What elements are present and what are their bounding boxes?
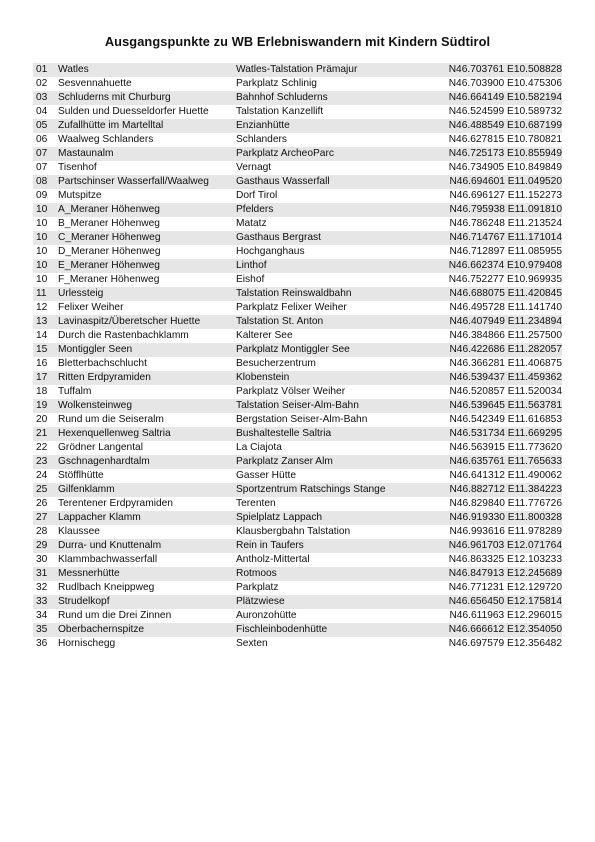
row-number: 33 [36, 596, 48, 607]
row-number: 08 [36, 176, 48, 187]
route-name: Watles [58, 64, 89, 75]
coordinates: N46.641312 E11.490062 [449, 470, 562, 481]
table-row [33, 553, 562, 567]
row-number: 36 [36, 638, 48, 649]
table-row [33, 273, 562, 287]
row-number: 21 [36, 428, 48, 439]
row-number: 02 [36, 78, 48, 89]
route-name: Klaussee [58, 526, 100, 537]
starting-point: Bushaltestelle Saltria [236, 428, 332, 439]
coordinates: N46.666612 E12.354050 [448, 624, 562, 635]
starting-point: Bergstation Seiser-Alm-Bahn [236, 414, 368, 425]
table-row [33, 539, 562, 553]
starting-point: Sexten [236, 638, 268, 649]
table-row [33, 497, 562, 511]
route-name: Tisenhof [58, 162, 97, 173]
coordinates: N46.664149 E10.582194 [448, 92, 562, 103]
coordinates: N46.847913 E12.245689 [448, 568, 562, 579]
coordinates: N46.829840 E11.776726 [449, 498, 562, 509]
route-name: Sulden und Duesseldorfer Huette [58, 106, 209, 117]
table-row [33, 385, 562, 399]
table-row [33, 595, 562, 609]
route-name: Gschnagenhardtalm [58, 456, 150, 467]
table-row [33, 343, 562, 357]
coordinates: N46.694601 E11.049520 [449, 176, 562, 187]
table-row [33, 567, 562, 581]
row-number: 35 [36, 624, 48, 635]
starting-point: Parkplatz ArcheoParc [236, 148, 334, 159]
starting-point: Plätzwiese [236, 596, 285, 607]
route-name: Rund um die Seiseralm [58, 414, 164, 425]
starting-point: Parkplatz Schlinig [236, 78, 317, 89]
starting-point: Pfelders [236, 204, 274, 215]
row-number: 23 [36, 456, 48, 467]
row-number: 32 [36, 582, 48, 593]
route-name: Mutspitze [58, 190, 102, 201]
coordinates: N46.611963 E12.296015 [449, 610, 562, 621]
table-row [33, 371, 562, 385]
table-row [33, 469, 562, 483]
table-row [33, 203, 562, 217]
table-row [33, 623, 562, 637]
row-number: 09 [36, 190, 48, 201]
row-number: 10 [36, 204, 48, 215]
route-name: A_Meraner Höhenweg [58, 204, 160, 215]
coordinates: N46.752277 E10.969935 [448, 274, 562, 285]
row-number: 13 [36, 316, 48, 327]
coordinates: N46.919330 E11.800328 [449, 512, 562, 523]
coordinates: N46.662374 E10.979408 [448, 260, 562, 271]
table-row [33, 175, 562, 189]
table-row [33, 77, 562, 91]
starting-point: Gasthaus Wasserfall [236, 176, 330, 187]
row-number: 26 [36, 498, 48, 509]
table-row [33, 637, 562, 651]
route-name: Mastaunalm [58, 148, 114, 159]
route-name: Sesvennahuette [58, 78, 132, 89]
route-name: Urlessteig [58, 288, 104, 299]
coordinates: N46.697579 E12.356482 [448, 638, 562, 649]
row-number: 34 [36, 610, 48, 621]
route-name: Oberbachernspitze [58, 624, 145, 635]
starting-point: Spielplatz Lappach [236, 512, 323, 523]
starting-point: Besucherzentrum [236, 358, 316, 369]
coordinates: N46.688075 E11.420845 [449, 288, 562, 299]
coordinates: N46.531734 E11.669295 [449, 428, 562, 439]
row-number: 01 [36, 64, 48, 75]
coordinates: N46.407949 E11.234894 [449, 316, 562, 327]
coordinates: N46.366281 E11.406875 [449, 358, 562, 369]
row-number: 28 [36, 526, 48, 537]
starting-point: Parkplatz Zanser Alm [236, 456, 333, 467]
route-name: Lavinaspitz/Überetscher Huette [58, 316, 201, 327]
table-row [33, 329, 562, 343]
table-row [33, 91, 562, 105]
route-name: Waalweg Schlanders [58, 134, 154, 145]
starting-point: Talstation Seiser-Alm-Bahn [236, 400, 359, 411]
coordinates: N46.882712 E11.384223 [449, 484, 562, 495]
starting-point: Talstation Kanzellift [236, 106, 324, 117]
row-number: 07 [36, 162, 48, 173]
row-number: 19 [36, 400, 48, 411]
coordinates: N46.520857 E11.520034 [449, 386, 562, 397]
starting-point: Schlanders [236, 134, 287, 145]
table-row [33, 315, 562, 329]
route-name: Schluderns mit Churburg [58, 92, 171, 103]
row-number: 10 [36, 218, 48, 229]
route-name: Partschinser Wasserfall/Waalweg [58, 176, 209, 187]
starting-point: La Ciajota [236, 442, 282, 453]
starting-point: Rotmoos [236, 568, 277, 579]
starting-point: Rein in Taufers [236, 540, 304, 551]
route-name: B_Meraner Höhenweg [58, 218, 160, 229]
starting-point: Klobenstein [236, 372, 290, 383]
table-row [33, 245, 562, 259]
coordinates: N46.488549 E10.687199 [448, 120, 562, 131]
row-number: 17 [36, 372, 48, 383]
route-name: Klammbachwasserfall [58, 554, 158, 565]
coordinates: N46.563915 E11.773620 [449, 442, 562, 453]
route-name: Wolkensteinweg [58, 400, 132, 411]
table-row [33, 147, 562, 161]
route-name: Felixer Weiher [58, 302, 124, 313]
coordinates: N46.495728 E11.141740 [449, 302, 562, 313]
starting-point: Parkplatz Montiggler See [236, 344, 350, 355]
row-number: 14 [36, 330, 48, 341]
row-number: 05 [36, 120, 48, 131]
route-name: Messnerhütte [58, 568, 120, 579]
coordinates: N46.635761 E11.765633 [449, 456, 562, 467]
row-number: 31 [36, 568, 48, 579]
table-row [33, 231, 562, 245]
route-name: Rudlbach Kneippweg [58, 582, 155, 593]
table-row [33, 63, 562, 77]
coordinates: N46.714767 E11.171014 [449, 232, 562, 243]
route-name: Durch die Rastenbachklamm [58, 330, 189, 341]
starting-point: Parkplatz Völser Weiher [236, 386, 346, 397]
starting-point: Klausbergbahn Talstation [236, 526, 351, 537]
route-name: E_Meraner Höhenweg [58, 260, 160, 271]
route-name: Terentener Erdpyramiden [58, 498, 173, 509]
table-row [33, 413, 562, 427]
starting-points-table [33, 63, 562, 651]
route-name: Stöfflhütte [58, 470, 104, 481]
starting-point: Parkplatz [236, 582, 279, 593]
table-row [33, 287, 562, 301]
row-number: 22 [36, 442, 48, 453]
coordinates: N46.656450 E12.175814 [448, 596, 562, 607]
starting-point: Linthof [236, 260, 267, 271]
starting-point: Matatz [236, 218, 267, 229]
route-name: Lappacher Klamm [58, 512, 141, 523]
coordinates: N46.703900 E10.475306 [448, 78, 562, 89]
coordinates: N46.725173 E10.855949 [448, 148, 562, 159]
starting-point: Hochganghaus [236, 246, 305, 257]
row-number: 10 [36, 246, 48, 257]
coordinates: N46.712897 E11.085955 [449, 246, 562, 257]
coordinates: N46.771231 E12.129720 [448, 582, 562, 593]
starting-point: Watles-Talstation Prämajur [236, 64, 358, 75]
table-row [33, 105, 562, 119]
row-number: 25 [36, 484, 48, 495]
route-name: Durra- und Knuttenalm [58, 540, 162, 551]
row-number: 10 [36, 260, 48, 271]
table-row [33, 399, 562, 413]
coordinates: N46.961703 E12.071764 [448, 540, 562, 551]
coordinates: N46.795938 E11.091810 [449, 204, 562, 215]
row-number: 10 [36, 232, 48, 243]
starting-point: Vernagt [236, 162, 272, 173]
row-number: 06 [36, 134, 48, 145]
starting-point: Gasthaus Bergrast [236, 232, 321, 243]
starting-point: Bahnhof Schluderns [236, 92, 328, 103]
route-name: Ritten Erdpyramiden [58, 372, 151, 383]
row-number: 10 [36, 274, 48, 285]
starting-point: Kalterer See [236, 330, 293, 341]
row-number: 15 [36, 344, 48, 355]
route-name: D_Meraner Höhenweg [58, 246, 161, 257]
coordinates: N46.703761 E10.508828 [448, 64, 562, 75]
starting-point: Antholz-Mittertal [236, 554, 310, 565]
starting-point: Talstation Reinswaldbahn [236, 288, 352, 299]
coordinates: N46.863325 E12.103233 [448, 554, 562, 565]
table-row [33, 189, 562, 203]
route-name: Hexenquellenweg Saltria [58, 428, 171, 439]
row-number: 24 [36, 470, 48, 481]
route-name: Zufallhütte im Martelltal [58, 120, 164, 131]
document-title: Ausgangspunkte zu WB Erlebniswandern mit Kindern Südtirol [104, 34, 491, 49]
route-name: Gilfenklamm [58, 484, 115, 495]
route-name: Tuffalm [58, 386, 92, 397]
table-row [33, 483, 562, 497]
coordinates: N46.542349 E11.616853 [449, 414, 562, 425]
starting-point: Talstation St. Anton [236, 316, 324, 327]
table-row [33, 525, 562, 539]
table-row [33, 511, 562, 525]
table-row [33, 217, 562, 231]
starting-point: Sportzentrum Ratschings Stange [236, 484, 386, 495]
starting-point: Gasser Hütte [236, 470, 297, 481]
table-row [33, 581, 562, 595]
row-number: 27 [36, 512, 48, 523]
route-name: Strudelkopf [58, 596, 110, 607]
starting-point: Eishof [236, 274, 265, 285]
row-number: 18 [36, 386, 48, 397]
table-row [33, 133, 562, 147]
coordinates: N46.524599 E10.589732 [448, 106, 562, 117]
route-name: C_Meraner Höhenweg [58, 232, 161, 243]
coordinates: N46.627815 E10.780821 [448, 134, 562, 145]
starting-point: Auronzohütte [236, 610, 297, 621]
row-number: 04 [36, 106, 48, 117]
table-row [33, 301, 562, 315]
coordinates: N46.734905 E10.849849 [448, 162, 562, 173]
route-name: Montiggler Seen [58, 344, 133, 355]
row-number: 30 [36, 554, 48, 565]
coordinates: N46.539437 E11.459362 [449, 372, 562, 383]
row-number: 16 [36, 358, 48, 369]
route-name: Rund um die Drei Zinnen [58, 610, 172, 621]
row-number: 07 [36, 148, 48, 159]
table-row [33, 119, 562, 133]
table-row [33, 357, 562, 371]
starting-point: Terenten [236, 498, 276, 509]
row-number: 29 [36, 540, 48, 551]
route-name: F_Meraner Höhenweg [58, 274, 160, 285]
route-name: Bletterbachschlucht [58, 358, 147, 369]
table-row [33, 609, 562, 623]
coordinates: N46.539645 E11.563781 [449, 400, 562, 411]
starting-point: Enzianhütte [236, 120, 290, 131]
table-row [33, 455, 562, 469]
row-number: 20 [36, 414, 48, 425]
route-name: Grödner Langental [58, 442, 143, 453]
table-row [33, 427, 562, 441]
starting-point: Dorf Tirol [236, 190, 278, 201]
row-number: 03 [36, 92, 48, 103]
starting-point: Fischleinbodenhütte [236, 624, 328, 635]
row-number: 11 [36, 288, 47, 299]
coordinates: N46.993616 E11.978289 [449, 526, 562, 537]
row-number: 12 [36, 302, 48, 313]
coordinates: N46.786248 E11.213524 [449, 218, 562, 229]
table-row [33, 441, 562, 455]
table-row [33, 259, 562, 273]
table-row [33, 161, 562, 175]
coordinates: N46.422686 E11.282057 [449, 344, 562, 355]
starting-point: Parkplatz Felixer Weiher [236, 302, 347, 313]
route-name: Hornischegg [58, 638, 116, 649]
coordinates: N46.696127 E11.152273 [449, 190, 562, 201]
coordinates: N46.384866 E11.257500 [449, 330, 562, 341]
